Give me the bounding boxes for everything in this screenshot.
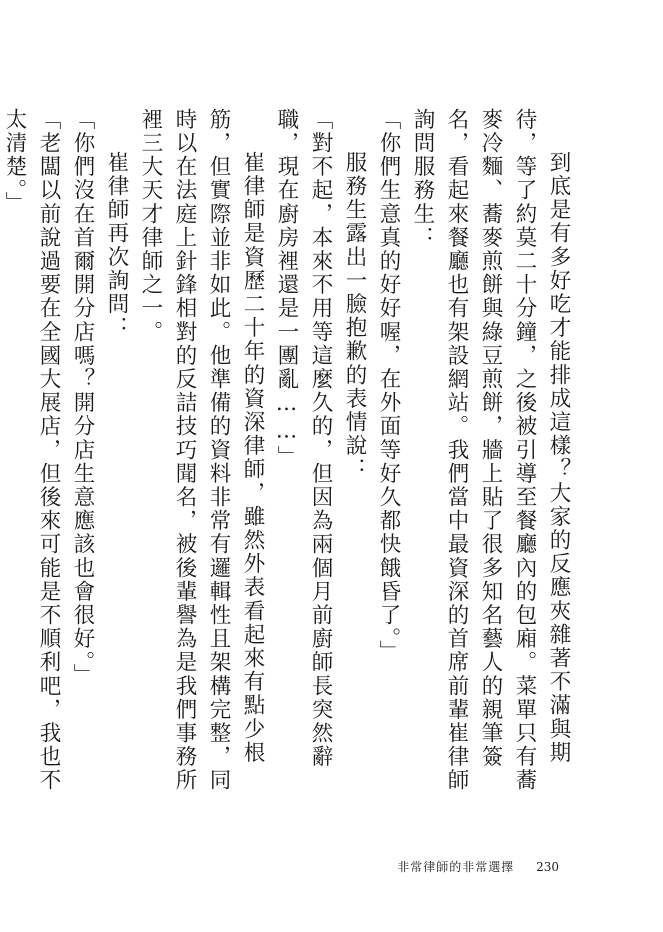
paragraph-8: 「老闆以前說過要在全國大展店，但後來可能是不順利吧，我也不太清楚。」 [2,108,61,793]
book-title: 非常律師的非常選擇 [397,860,515,874]
paragraph-6: 崔律師再次詢問： [104,151,129,340]
paragraph-7: 「你們沒在首爾開分店嗎？開分店生意應該也會很好。」 [70,108,95,688]
paragraph-1: 到底是有多好吃才能排成這樣？大家的反應夾雜著不滿與期待，等了約莫二十分鐘，之後被引導至餐廳內的包廂。菜單只有蕎麥冷麵、蕎麥煎餅與綠豆煎餅，牆上貼了很多知名藝人的親筆簽名，看起來餐廳也有架設網站。我們當中最資深的首席前輩崔律師詢問服務生： [410,108,571,793]
paragraph-2: 「你們生意真的好好喔，在外面等好久都快餓昏了。」 [376,108,401,664]
page-footer [397,858,559,875]
paragraph-5: 崔律師是資歷二十年的資深律師，雖然外表看起來有點少根筋，但實際並非如此。他準備的資料非常有邏輯性且架構完整，同時以在法庭上針鋒相對的反詰技巧聞名，被後輩譽為是我們事務所裡三大天才律師之一。 [138,108,265,793]
vertical-text-body [2,108,575,808]
paragraph-4: 「對不起，本來不用等這麼久的，但因為兩個月前廚師長突然辭職，現在廚房裡還是一團亂……」 [274,108,333,769]
page-number: 230 [536,860,559,874]
paragraph-3: 服務生露出一臉抱歉的表情說： [342,151,367,482]
